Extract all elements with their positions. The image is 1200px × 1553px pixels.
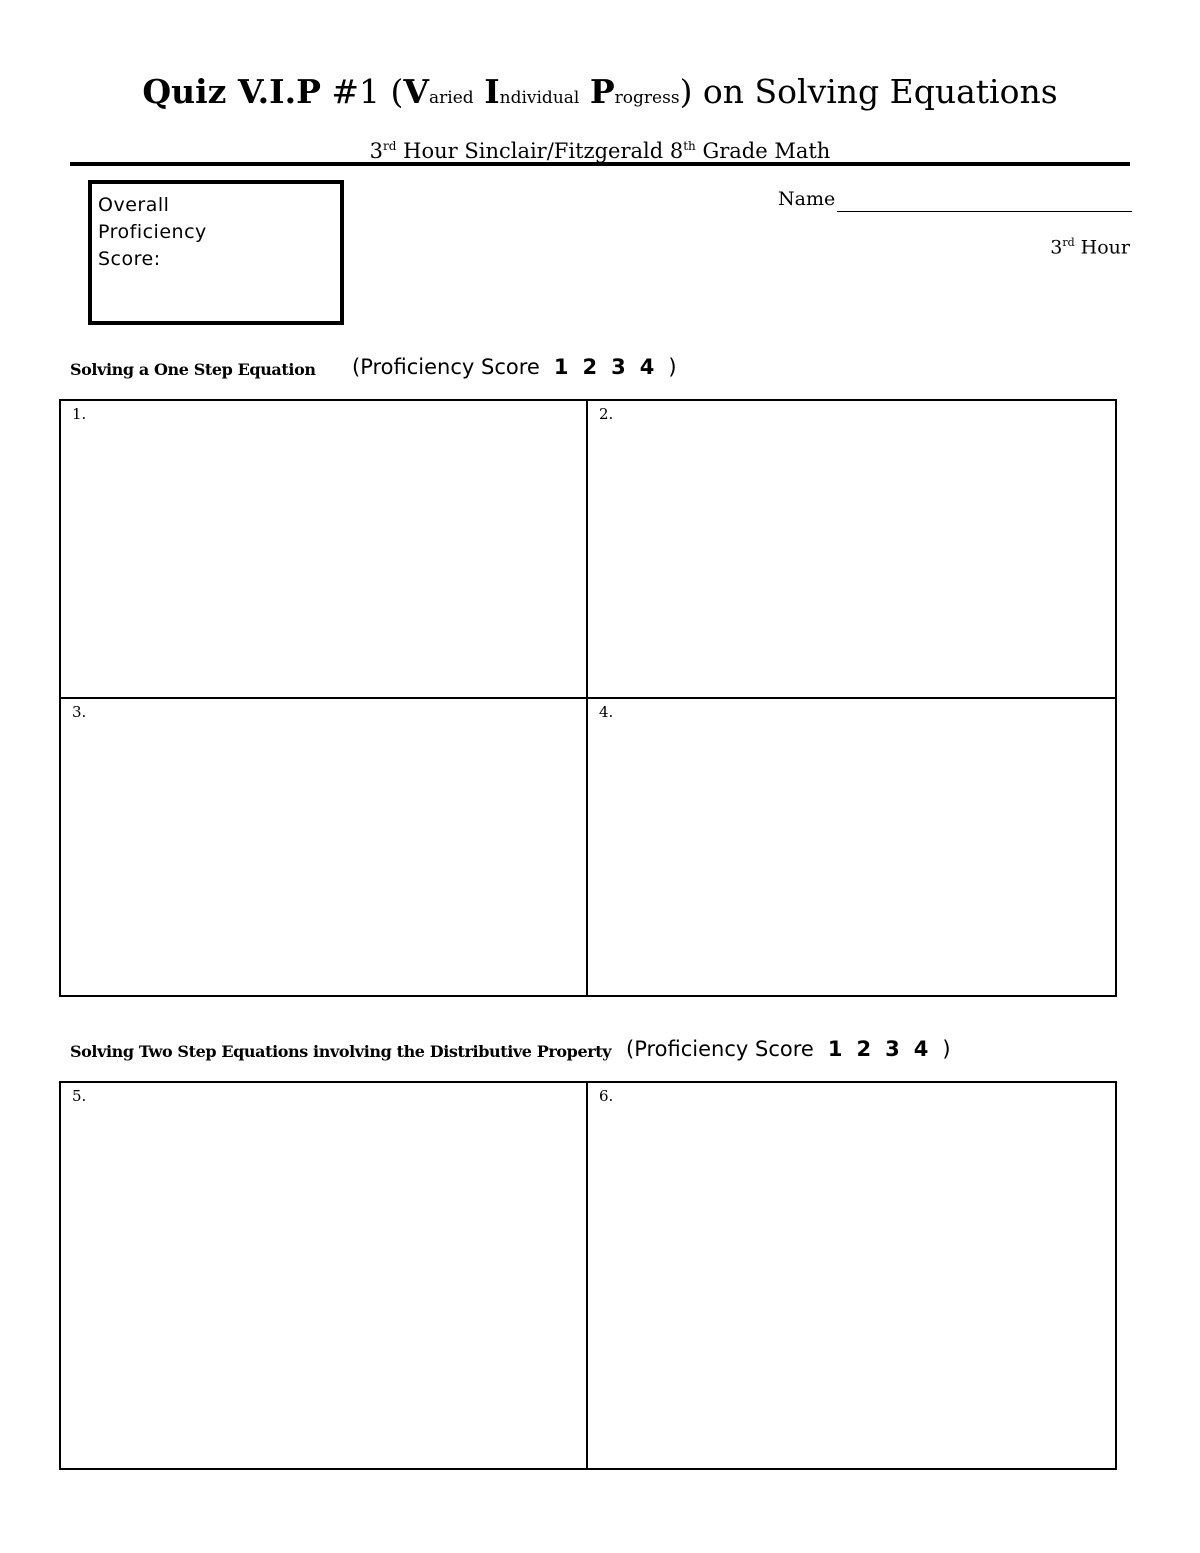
section1-score-2[interactable]: 2	[582, 355, 598, 379]
page-subtitle	[0, 132, 1200, 165]
answer-box-6[interactable]	[588, 1083, 1115, 1468]
section2-score-4[interactable]: 4	[913, 1037, 929, 1061]
hour-label	[1050, 230, 1130, 260]
section2-score-3[interactable]: 3	[885, 1037, 900, 1061]
subtitle-sup1: rd	[383, 139, 397, 153]
title-p-rest: rogress	[614, 88, 680, 108]
section1-score-1[interactable]: 1	[553, 355, 569, 379]
problem-number-3: 3.	[72, 703, 87, 721]
section2-proficiency	[626, 1037, 951, 1061]
section2-proficiency-close: )	[942, 1037, 951, 1061]
header-divider	[70, 162, 1130, 166]
overall-score-label: Overall Proficiency Score:	[98, 194, 207, 270]
problem-number-4: 4.	[599, 703, 614, 721]
title-i-rest: ndividual	[499, 88, 580, 108]
section1-answer-grid	[59, 399, 1117, 997]
section2-score-2[interactable]: 2	[856, 1037, 872, 1061]
answer-box-1[interactable]	[61, 401, 588, 699]
name-label: Name	[778, 188, 836, 210]
title-v-rest: aried	[429, 88, 474, 108]
name-field	[778, 186, 1132, 212]
problem-number-6: 6.	[599, 1087, 614, 1105]
page-title	[0, 72, 1200, 118]
section1-proficiency-label: (Proficiency Score	[352, 355, 540, 379]
title-v: V	[403, 72, 430, 111]
title-number: #1 (	[331, 72, 404, 111]
answer-box-4[interactable]	[588, 699, 1115, 995]
title-quiz: Quiz V.I.P	[142, 72, 321, 111]
answer-box-2[interactable]	[588, 401, 1115, 699]
section1-title: Solving a One Step Equation	[70, 360, 316, 379]
subtitle-end: Grade Math	[695, 139, 831, 163]
problem-number-5: 5.	[72, 1087, 87, 1105]
hour-end: Hour	[1074, 236, 1130, 259]
subtitle-mid: Hour Sinclair/Fitzgerald 8	[396, 139, 684, 163]
section2-answer-grid	[59, 1081, 1117, 1470]
section1-score-4[interactable]: 4	[639, 355, 655, 379]
problem-number-1: 1.	[72, 405, 87, 423]
section1-proficiency-close: )	[668, 355, 677, 379]
problem-number-2: 2.	[599, 405, 614, 423]
answer-box-3[interactable]	[61, 699, 588, 995]
subtitle-sup2: th	[683, 139, 696, 153]
title-i: I	[484, 72, 500, 111]
overall-score-box[interactable]	[88, 180, 344, 325]
subtitle-pre: 3	[369, 139, 384, 163]
answer-box-5[interactable]	[61, 1083, 588, 1468]
section2-score-1[interactable]: 1	[827, 1037, 843, 1061]
section1-proficiency	[352, 355, 677, 379]
title-p: P	[589, 72, 615, 111]
section2-title: Solving Two Step Equations involving the Distributive Property	[70, 1042, 612, 1061]
hour-sup: rd	[1062, 236, 1075, 249]
section2-proficiency-label: (Proficiency Score	[626, 1037, 814, 1061]
hour-pre: 3	[1050, 236, 1063, 259]
name-input-line[interactable]	[837, 189, 1132, 212]
section1-score-3[interactable]: 3	[611, 355, 626, 379]
title-end: ) on Solving Equations	[679, 72, 1058, 111]
